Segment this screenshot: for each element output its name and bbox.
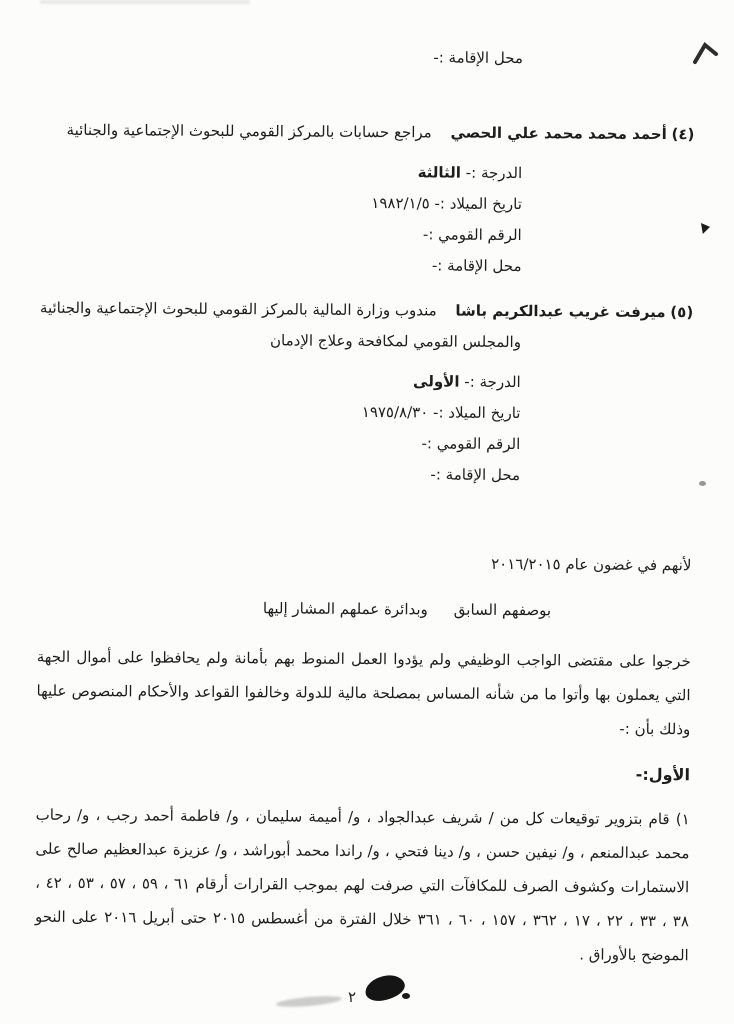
charge-year-line: لأنهم في غضون عام ٢٠١٦/٢٠١٥ xyxy=(491,554,692,575)
entry-5-details xyxy=(38,364,693,493)
entry-5-header xyxy=(39,293,693,360)
birth-label: تاريخ الميلاد :- xyxy=(434,194,523,214)
entry-4-role: مراجع حسابات بالمركز القومي للبحوث الإجتماعية والجنائية xyxy=(66,120,432,142)
entry-4-header xyxy=(40,115,694,151)
capacity-phrase: بوصفهم السابق xyxy=(453,600,552,620)
entry-4-grade-line xyxy=(40,155,522,189)
entry-5-national-id-line: الرقم القومي :- xyxy=(421,434,521,454)
grade-label: الدرجة :- xyxy=(464,372,521,392)
birth-value: ١٩٨٢/١/٥ xyxy=(371,194,430,213)
entry-4-national-id-line: الرقم القومي :- xyxy=(422,225,522,245)
person-entry-5 xyxy=(38,293,693,493)
entry-5-number: (٥) xyxy=(670,303,694,322)
entry-5-residence-line: محل الإقامة :- xyxy=(430,465,521,485)
entry-5-grade-line xyxy=(39,364,521,398)
entry-4-number: (٤) xyxy=(671,125,695,144)
entry-5-name: ميرفت غريب عبدالكريم باشا xyxy=(455,301,666,322)
department-phrase: وبدائرة عملهم المشار إليها xyxy=(262,599,428,619)
birth-value: ١٩٧٥/٨/٣٠ xyxy=(361,402,429,422)
entry-5-role: مندوب وزارة المالية بالمركز القومي للبحوث الإجتماعية والجنائية والمجلس القومي لمكافحة وعلاج الإدمان xyxy=(39,298,522,352)
birth-label: تاريخ الميلاد :- xyxy=(433,403,521,423)
charge-item-1: ١) قام بتزوير توقيعات كل من / شريف عبدالجواد ، و/ أميمة سليمان ، و/ فاطمة أحمد رجب ، و/ رحاب محمد عبدالمنعم ، و/ نيفين حسن ، و/ دينا فتحي ، و/ راندا محمد أبوراشد ، و/ عزيزة عبدالعظيم صالح على الاستمارات وكشوف الصرف للمكافآت التي صرفت لهم بموجب القرارات أرقام ٦١ ، ٥٩ ، ٥٧ ، ٥٣ ، ٤٢ ، ٣٨ ، ٣٣ ، ٢٢ ، ١٧ ، ٣٦٢ ، ١٥٧ ، ٦٠ ، ٣٦١ خلال الفترة من أغسطس ٢٠١٥ حتى أبريل ٢٠١٦ على النحو الموضح بالأوراق . xyxy=(34,805,690,965)
capacity-line xyxy=(37,592,551,626)
grade-label: الدرجة :- xyxy=(465,163,523,183)
page-number: ٢ xyxy=(347,988,357,1006)
grade-value: الأولى xyxy=(413,372,460,391)
residence-line-top: محل الإقامة :- xyxy=(433,48,524,68)
entry-4-details xyxy=(39,155,694,284)
entry-4-residence-line: محل الإقامة :- xyxy=(431,256,522,276)
entry-4-name: أحمد محمد محمد علي الحصي xyxy=(450,123,667,144)
accusation-paragraph: خرجوا على مقتضى الواجب الوظيفي ولم يؤدوا العمل المنوط بهم بأمانة ولم يحافظوا على أموال الجهة التي يعملون بها وأتوا ما من شأنه المساس بمصلحة مالية للدولة وخالفوا القواعد والأحكام المنصوص عليها وذلك بأن :- xyxy=(36,647,691,739)
person-entry-4 xyxy=(39,115,694,284)
grade-value: الثالثة xyxy=(417,163,462,182)
first-heading: الأول:- xyxy=(635,764,691,785)
entry-4-birth-line xyxy=(40,186,522,220)
entry-5-birth-line xyxy=(38,395,520,429)
